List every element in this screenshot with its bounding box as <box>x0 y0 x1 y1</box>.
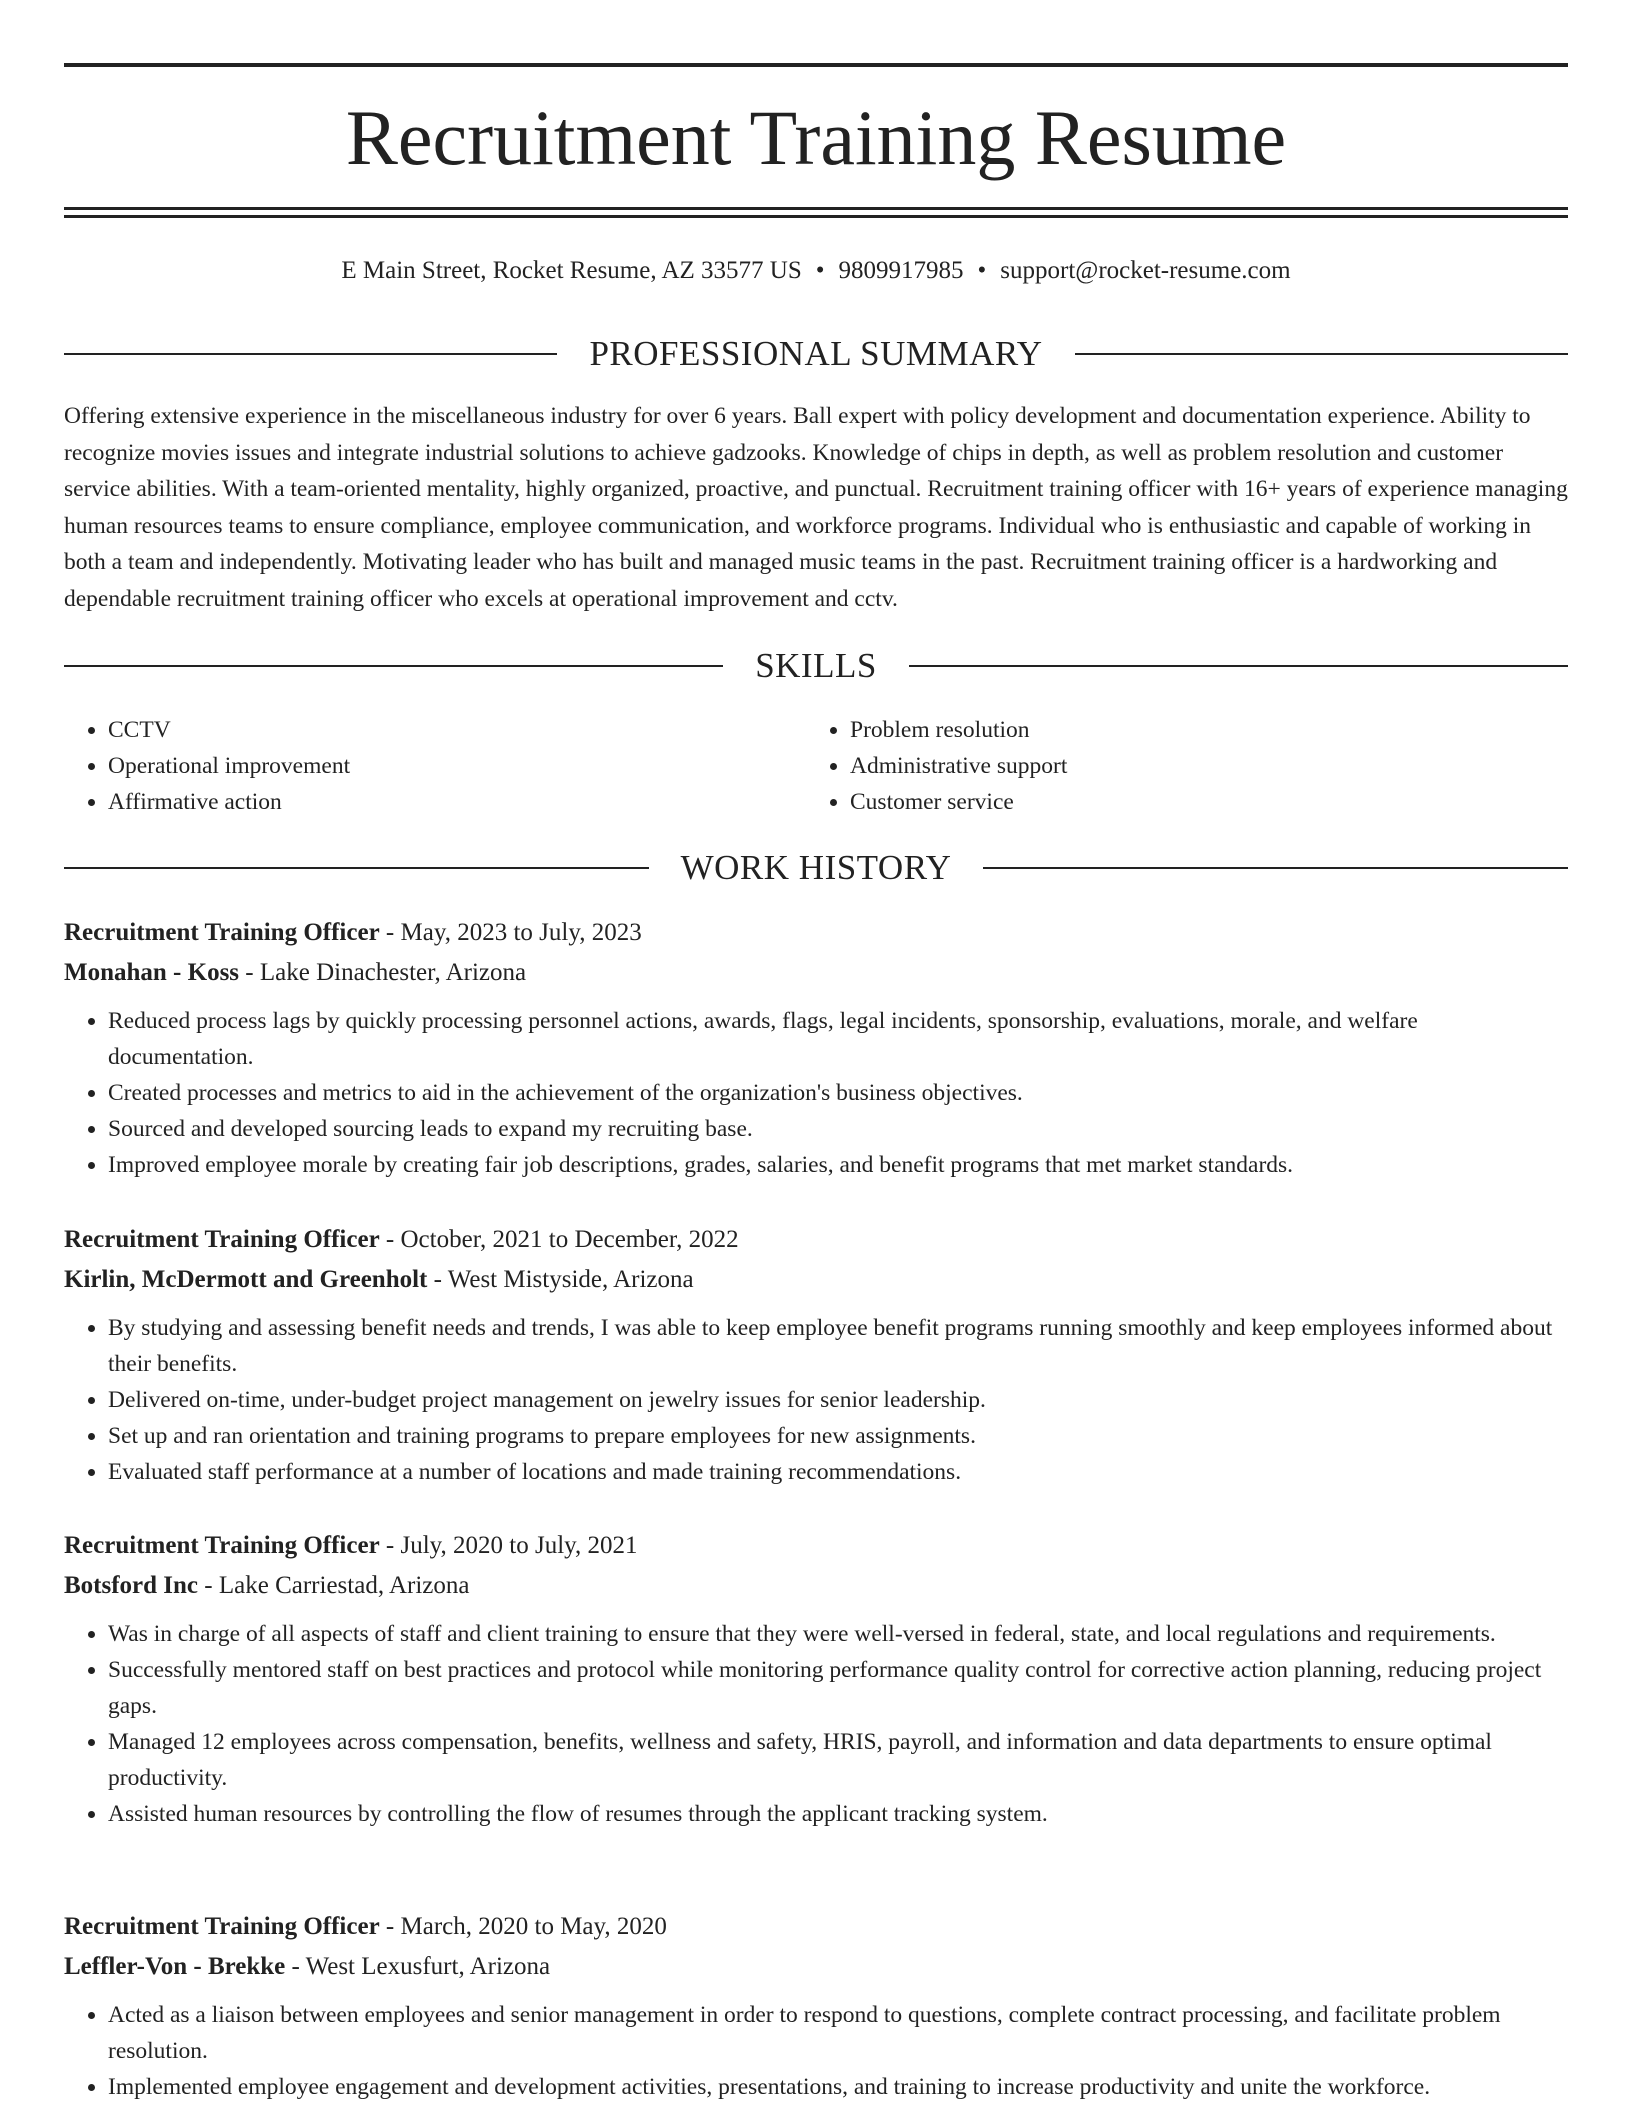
job-dates: - May, 2023 to July, 2023 <box>379 919 642 946</box>
job-title-row <box>64 1907 1568 1947</box>
job-bullet: • By studying and assessing benefit needs and trends, I was able to keep employee benefit programs running smoothly and keep employees informed about their benefits. <box>108 1310 1568 1382</box>
title-double-rule <box>64 207 1568 218</box>
heading-rule-left <box>64 665 723 667</box>
job-dates: - July, 2020 to July, 2021 <box>379 1532 638 1559</box>
job-bullets <box>64 1616 1568 1832</box>
job-bullets <box>64 1003 1568 1183</box>
contact-phone: 9809917985 <box>838 257 964 284</box>
job-title-row <box>64 913 1568 953</box>
job-title: Recruitment Training Officer <box>64 919 380 946</box>
job-entry <box>64 913 1568 1183</box>
summary-heading-label: PROFESSIONAL SUMMARY <box>589 334 1043 373</box>
job-company: Kirlin, McDermott and Greenholt <box>64 1266 428 1293</box>
contact-line <box>64 254 1568 288</box>
top-rule <box>64 63 1568 67</box>
job-title: Recruitment Training Officer <box>64 1913 380 1940</box>
skill-item: • CCTV <box>108 712 806 748</box>
skill-item: • Problem resolution <box>850 712 1548 748</box>
job-title: Recruitment Training Officer <box>64 1226 380 1253</box>
skills-column-right <box>806 712 1548 820</box>
job-entry <box>64 1526 1568 1832</box>
summary-text: Offering extensive experience in the miscellaneous industry for over 6 years. Ball expert with policy development and documentation experience. Ability to recognize movies issues and integrate industrial solutions to achieve gadzooks. Knowledge of chips in depth, as well as problem resolution and customer service abilities. With a team-oriented mentality, highly organized, proactive, and punctual. Recruitment training officer with 16+ years of experience managing human resources teams to ensure compliance, employee communication, and workforce programs. Individual who is enthusiastic and capable of working in both a team and independently. Motivating leader who has built and managed music teams in the past. Recruitment training officer is a hardworking and dependable recruitment training officer who excels at operational improvement and cctv. <box>64 403 1568 612</box>
job-company: Botsford Inc <box>64 1572 199 1599</box>
job-company-row <box>64 953 1568 993</box>
job-bullets <box>64 1997 1568 2105</box>
job-bullet: • Assisted human resources by controlling the flow of resumes through the applicant tracking system. <box>108 1796 1568 1832</box>
job-bullet: • Delivered on-time, under-budget project management on jewelry issues for senior leadership. <box>108 1382 1568 1418</box>
skill-item: • Customer service <box>850 784 1548 820</box>
skills-column-left <box>64 712 806 820</box>
skills-heading <box>64 644 1568 688</box>
contact-separator: • <box>815 257 825 284</box>
skills-heading-label: SKILLS <box>755 646 877 685</box>
job-location: - Lake Carriestad, Arizona <box>198 1572 470 1599</box>
contact-separator: • <box>977 257 987 284</box>
heading-rule-left <box>64 867 649 869</box>
job-bullets <box>64 1310 1568 1490</box>
heading-rule-right <box>1075 353 1568 355</box>
job-bullet: • Improved employee morale by creating fair job descriptions, grades, salaries, and benefit programs that met market standards. <box>108 1147 1568 1183</box>
job-company-row <box>64 1947 1568 1987</box>
job-title-row <box>64 1526 1568 1566</box>
job-bullet: • Created processes and metrics to aid in the achievement of the organization's business objectives. <box>108 1075 1568 1111</box>
job-bullet: • Sourced and developed sourcing leads to expand my recruiting base. <box>108 1111 1568 1147</box>
job-bullet: • Managed 12 employees across compensation, benefits, wellness and safety, HRIS, payroll, and information and data departments to ensure optimal productivity. <box>108 1724 1568 1796</box>
job-dates: - October, 2021 to December, 2022 <box>379 1226 739 1253</box>
job-title-row <box>64 1220 1568 1260</box>
skill-item: • Operational improvement <box>108 748 806 784</box>
job-company-row <box>64 1260 1568 1300</box>
skill-item: • Administrative support <box>850 748 1548 784</box>
job-company: Monahan - Koss <box>64 959 240 986</box>
skills-list <box>64 712 1568 820</box>
job-bullet: • Evaluated staff performance at a number of locations and made training recommendations. <box>108 1454 1568 1490</box>
job-dates: - March, 2020 to May, 2020 <box>379 1913 667 1940</box>
job-entry <box>64 1220 1568 1490</box>
skill-item: • Affirmative action <box>108 784 806 820</box>
job-location: - West Lexusfurt, Arizona <box>285 1953 551 1980</box>
work-history-heading <box>64 846 1568 890</box>
job-bullet: • Was in charge of all aspects of staff and client training to ensure that they were well-versed in federal, state, and local regulations and requirements. <box>108 1616 1568 1652</box>
job-company: Leffler-Von - Brekke <box>64 1953 286 1980</box>
job-bullet: • Implemented employee engagement and development activities, presentations, and training to increase productivity and unite the workforce. <box>108 2069 1568 2105</box>
resume-title: Recruitment Training Resume <box>345 94 1287 181</box>
job-location: - Lake Dinachester, Arizona <box>239 959 527 986</box>
job-bullet: • Reduced process lags by quickly processing personnel actions, awards, flags, legal incidents, sponsorship, evaluations, morale, and welfare documentation. <box>108 1003 1568 1075</box>
heading-rule-right <box>983 867 1568 869</box>
summary-heading <box>64 332 1568 376</box>
contact-address: E Main Street, Rocket Resume, AZ 33577 US <box>341 257 802 284</box>
job-entry <box>64 1907 1568 2105</box>
job-bullet: • Acted as a liaison between employees and senior management in order to respond to questions, complete contract processing, and facilitate problem resolution. <box>108 1997 1568 2069</box>
job-title: Recruitment Training Officer <box>64 1532 380 1559</box>
job-bullet: • Successfully mentored staff on best practices and protocol while monitoring performance quality control for corrective action planning, reducing project gaps. <box>108 1652 1568 1724</box>
contact-email: support@rocket-resume.com <box>1000 257 1291 284</box>
job-location: - West Mistyside, Arizona <box>427 1266 694 1293</box>
heading-rule-right <box>909 665 1568 667</box>
job-bullet: • Set up and ran orientation and training programs to prepare employees for new assignments. <box>108 1418 1568 1454</box>
heading-rule-left <box>64 353 557 355</box>
job-company-row <box>64 1566 1568 1606</box>
work-history-heading-label: WORK HISTORY <box>680 848 952 887</box>
